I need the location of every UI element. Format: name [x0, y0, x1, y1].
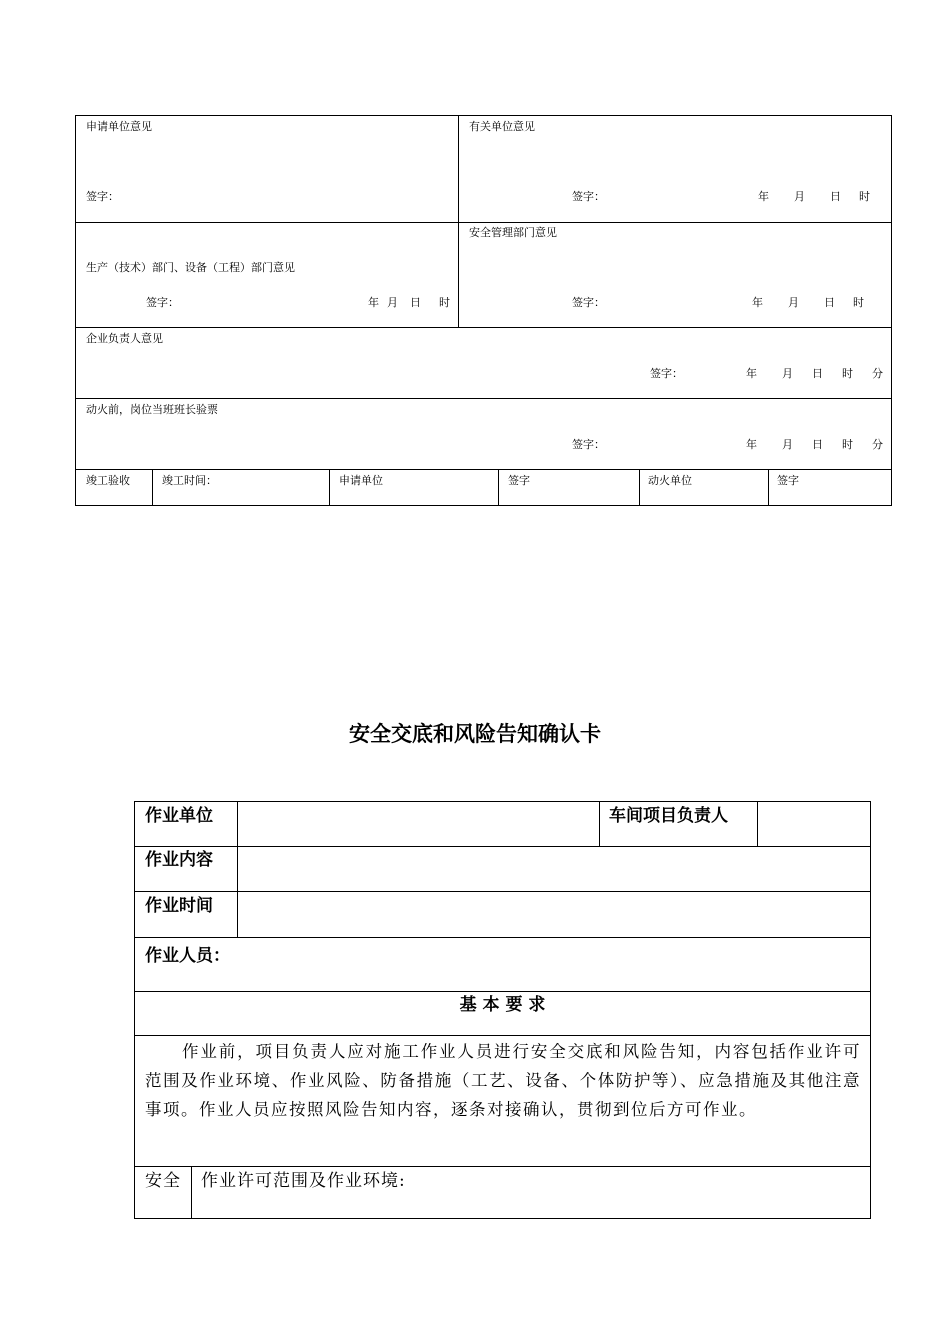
card-title: 安全交底和风险告知确认卡 — [349, 722, 601, 746]
date-day: 日 — [812, 367, 823, 380]
col-divider — [152, 469, 153, 505]
date-hour: 时 — [859, 190, 870, 203]
date-day: 日 — [824, 296, 835, 309]
completion-time-label: 竣工时间： — [162, 474, 217, 487]
completion-fire-unit-label: 动火单位 — [648, 474, 692, 487]
completion-sign-label: 签字 — [508, 474, 530, 487]
date-year: 年 — [746, 367, 757, 380]
date-month: 月 — [782, 367, 793, 380]
completion-acceptance-label: 竣工验收 — [86, 474, 130, 487]
work-time-label: 作业时间 — [145, 896, 213, 916]
date-month: 月 — [794, 190, 805, 203]
completion-applicant-unit-label: 申请单位 — [339, 474, 383, 487]
date-month: 月 — [782, 438, 793, 451]
date-day: 日 — [812, 438, 823, 451]
date-month: 月 — [387, 296, 398, 309]
pre-fire-check-label: 动火前，岗位当班班长验票 — [86, 403, 218, 416]
col-divider — [458, 116, 459, 327]
enterprise-sign-label: 签字： — [650, 367, 683, 380]
completion-sign-label-2: 签字 — [777, 474, 799, 487]
fire-permit-table — [75, 115, 892, 506]
pre-fire-sign-label: 签字： — [572, 438, 605, 451]
date-minute: 分 — [872, 438, 883, 451]
row-divider — [135, 937, 870, 938]
applicant-opinion-label: 申请单位意见 — [86, 120, 152, 133]
project-head-label: 车间项目负责人 — [609, 806, 728, 826]
row-divider — [135, 1166, 870, 1167]
safety-label: 安全 — [145, 1171, 181, 1191]
workers-label: 作业人员： — [145, 946, 230, 966]
requirement-paragraph: 作业前，项目负责人应对施工作业人员进行安全交底和风险告知，内容包括作业许可范围及作业环境、作业风险、防备措施（工艺、设备、个体防护等）、应急措施及其他注意事项。作业人员应按照风险告知内容，逐条对接确认，贯彻到位后方可作业。 — [145, 1042, 861, 1119]
col-divider — [237, 802, 238, 937]
production-opinion-label: 生产（技术）部门、设备（工程）部门意见 — [86, 261, 295, 274]
date-year: 年 — [758, 190, 769, 203]
row-divider — [135, 846, 870, 847]
row-divider — [135, 991, 870, 992]
col-divider — [191, 1166, 192, 1218]
date-hour: 时 — [842, 367, 853, 380]
applicant-sign-label: 签字： — [86, 190, 119, 203]
col-divider — [768, 469, 769, 505]
enterprise-head-opinion-label: 企业负责人意见 — [86, 332, 163, 345]
scope-environment-label: 作业许可范围及作业环境: — [201, 1171, 406, 1191]
date-day: 日 — [830, 190, 841, 203]
date-hour: 时 — [439, 296, 450, 309]
work-content-label: 作业内容 — [145, 850, 213, 870]
row-divider — [76, 398, 891, 399]
row-divider — [135, 1035, 870, 1036]
date-year: 年 — [746, 438, 757, 451]
col-divider — [599, 802, 600, 846]
col-divider — [757, 802, 758, 846]
col-divider — [498, 469, 499, 505]
related-sign-label: 签字： — [572, 190, 605, 203]
date-year: 年 — [368, 296, 379, 309]
row-divider — [76, 222, 891, 223]
col-divider — [639, 469, 640, 505]
basic-requirements-heading: 基 本 要 求 — [459, 995, 546, 1015]
work-unit-label: 作业单位 — [145, 806, 213, 826]
date-month: 月 — [788, 296, 799, 309]
row-divider — [76, 327, 891, 328]
production-sign-label: 签字： — [146, 296, 179, 309]
date-minute: 分 — [872, 367, 883, 380]
safety-dept-opinion-label: 安全管理部门意见 — [469, 226, 557, 239]
date-hour: 时 — [853, 296, 864, 309]
date-year: 年 — [752, 296, 763, 309]
date-hour: 时 — [842, 438, 853, 451]
date-day: 日 — [410, 296, 421, 309]
related-unit-opinion-label: 有关单位意见 — [469, 120, 535, 133]
col-divider — [329, 469, 330, 505]
row-divider — [135, 891, 870, 892]
safety-sign-label: 签字： — [572, 296, 605, 309]
